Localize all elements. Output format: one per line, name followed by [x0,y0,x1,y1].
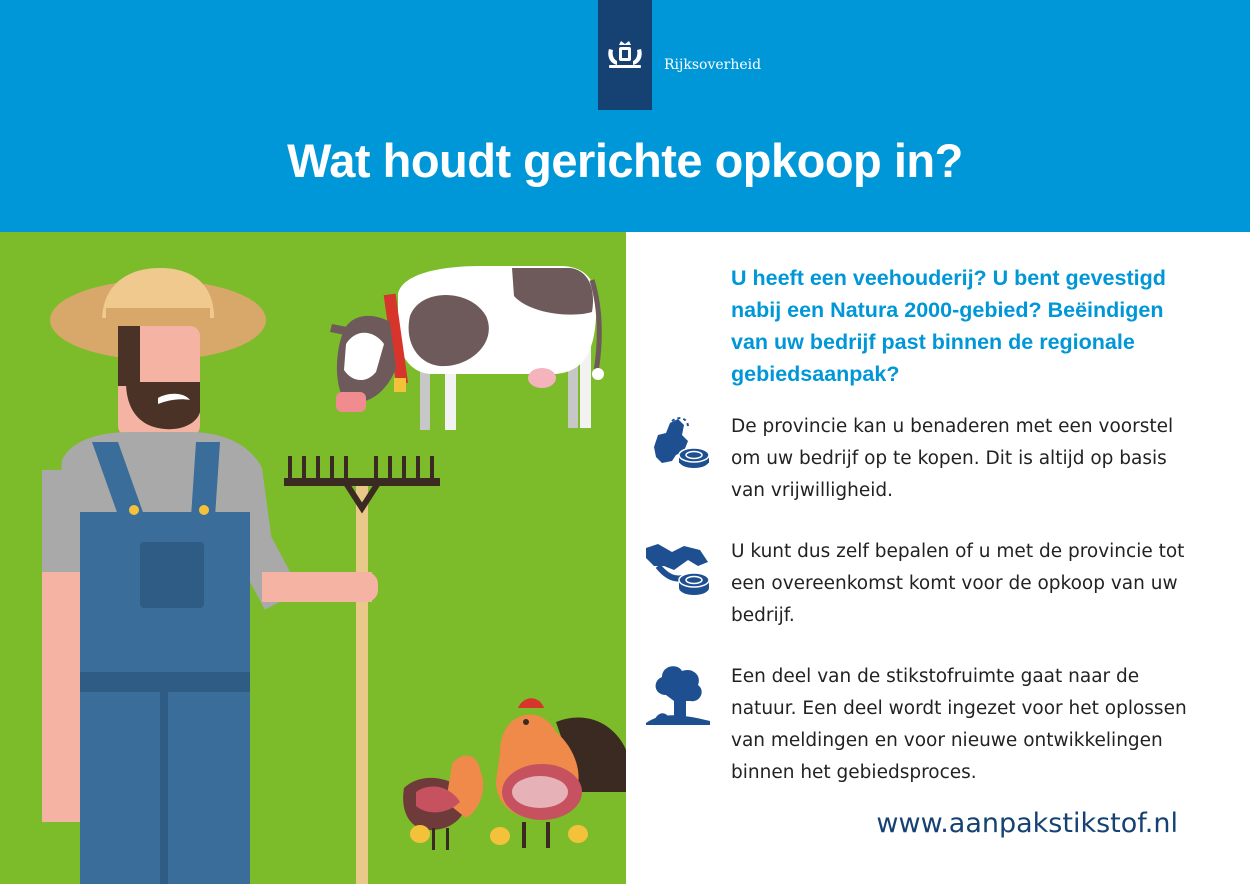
intro-question: U heeft een veehouderij? U bent gevestigd nabij een Natura 2000-gebied? Beëindigen van uw bedrijf past binnen de regionale gebiedsaanpak? [731,266,1166,386]
rijksoverheid-logo[interactable] [598,0,652,110]
farmer-illustration [42,268,372,884]
info-text-province: De provincie kan u benaderen met een voorstel om uw bedrijf op te kopen. Dit is altijd op basis van vrijwilligheid. [731,416,1174,501]
page-title: Wat houdt gerichte opkoop in? [287,134,963,187]
chickens-illustration [403,698,626,850]
tree-nature-icon [644,661,712,729]
cow-illustration [330,266,604,430]
info-text-agreement: U kunt dus zelf bepalen of u met de provincie tot een overeenkomst komt voor de opkoop van uw bedrijf. [731,541,1185,626]
crest-icon [603,37,647,73]
province-coins-icon [644,411,712,479]
info-text-nature: Een deel van de stikstofruimte gaat naar de natuur. Een deel wordt ingezet voor het oplossen van meldingen en voor nieuwe ontwikkelingen binnen het gebiedsproces. [731,666,1187,783]
handshake-coins-icon [644,536,712,604]
header-banner [0,0,1250,232]
logo-text: Rijksoverheid [664,57,762,73]
website-link[interactable]: www.aanpakstikstof.nl [876,808,1178,839]
farm-illustration [0,232,626,884]
